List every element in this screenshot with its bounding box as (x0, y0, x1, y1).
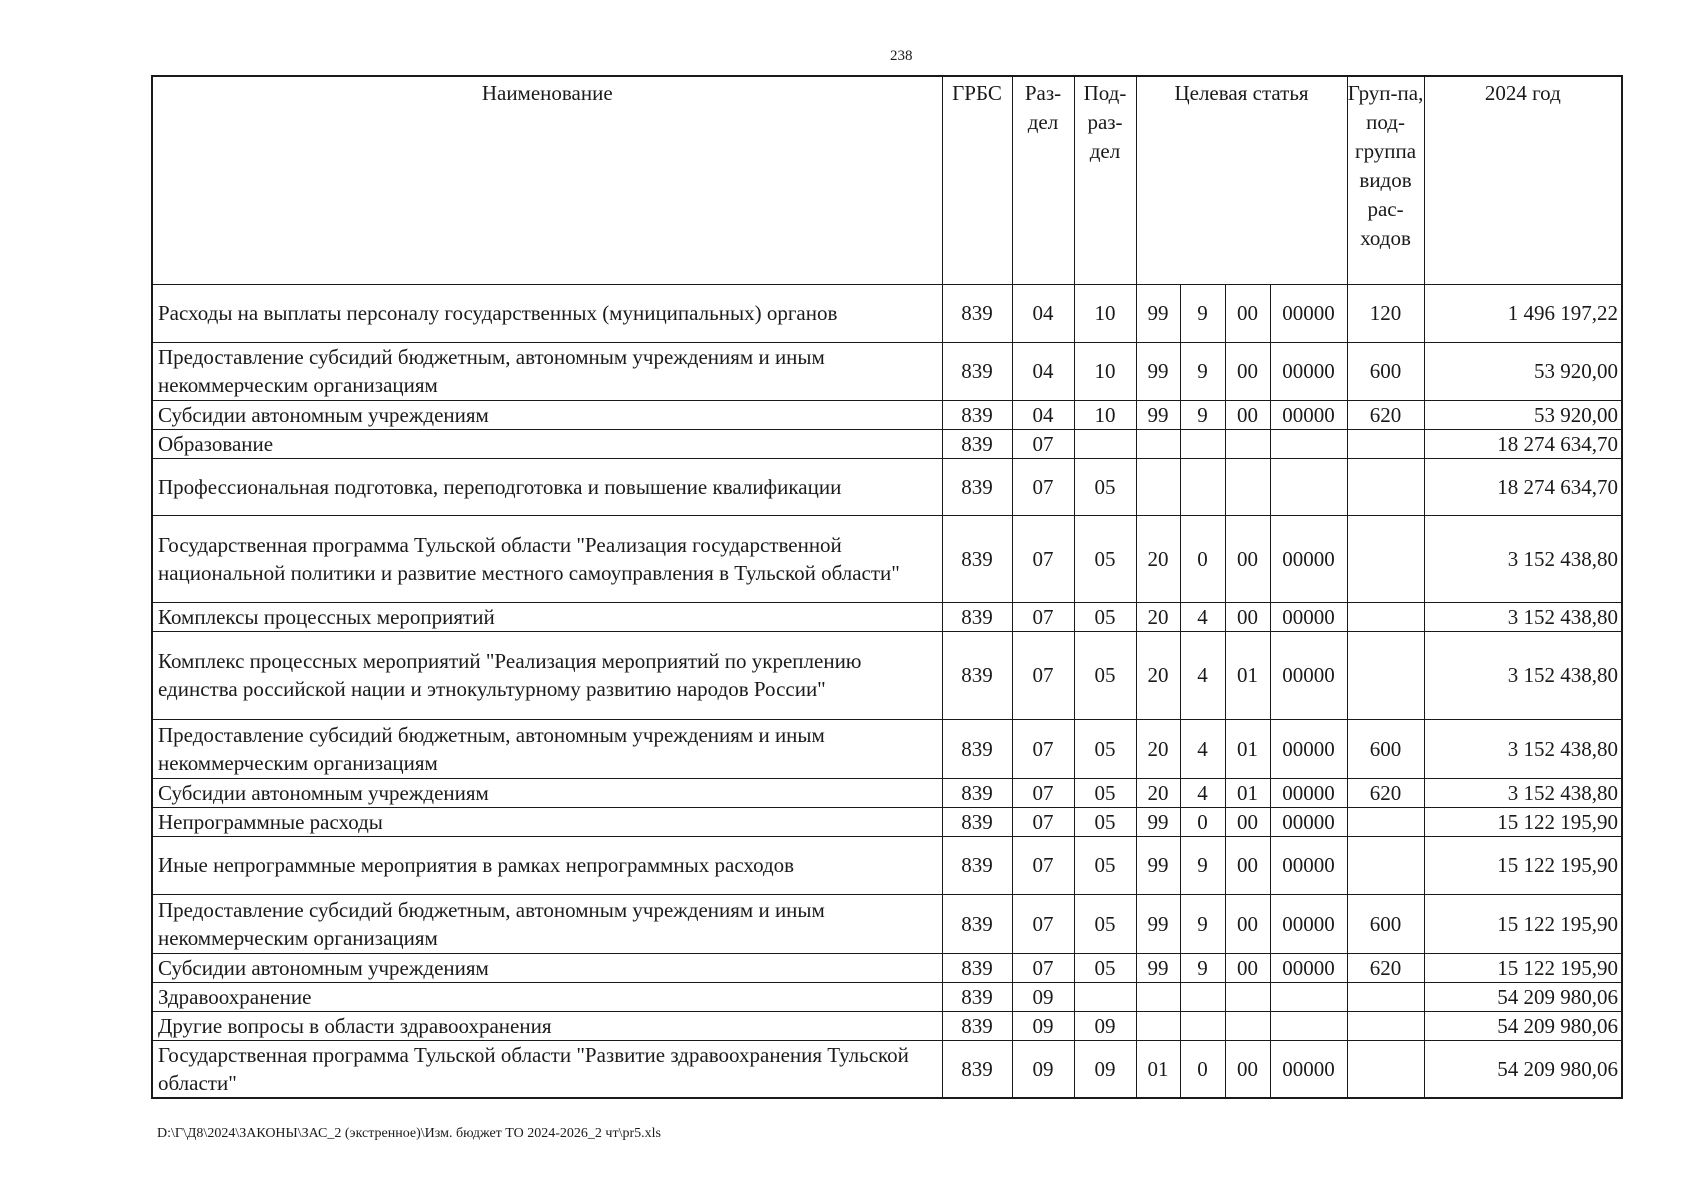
cell-name: Комплекс процессных мероприятий "Реализация мероприятий по укреплению единства российской нации и этнокультурному развитию народов России" (152, 631, 942, 719)
cell-tselevaya-complex: 00 (1225, 342, 1270, 400)
table-row (152, 953, 1622, 982)
cell-tselevaya-direction (1270, 429, 1347, 458)
cell-razdel: 09 (1012, 1011, 1074, 1040)
cell-tselevaya-direction: 00000 (1270, 953, 1347, 982)
cell-tselevaya-direction: 00000 (1270, 778, 1347, 807)
cell-amount-2024: 15 122 195,90 (1424, 894, 1622, 953)
cell-tselevaya-complex: 00 (1225, 515, 1270, 602)
cell-podrazdel (1074, 429, 1136, 458)
cell-tselevaya-direction: 00000 (1270, 631, 1347, 719)
cell-tselevaya-complex: 01 (1225, 778, 1270, 807)
cell-razdel: 07 (1012, 458, 1074, 515)
cell-grbs: 839 (942, 429, 1012, 458)
table-row (152, 602, 1622, 631)
cell-razdel: 04 (1012, 284, 1074, 342)
table-row (152, 982, 1622, 1011)
cell-tselevaya-direction: 00000 (1270, 1040, 1347, 1098)
table-row (152, 719, 1622, 778)
cell-vid-rashodov (1347, 1040, 1424, 1098)
cell-tselevaya-complex (1225, 458, 1270, 515)
cell-podrazdel: 10 (1074, 400, 1136, 429)
cell-tselevaya-direction: 00000 (1270, 836, 1347, 894)
table-row (152, 836, 1622, 894)
table-body (152, 284, 1622, 1098)
cell-name: Комплексы процессных мероприятий (152, 602, 942, 631)
cell-amount-2024: 18 274 634,70 (1424, 429, 1622, 458)
cell-tselevaya-subprogram: 4 (1180, 719, 1225, 778)
cell-vid-rashodov (1347, 836, 1424, 894)
cell-tselevaya-subprogram: 4 (1180, 778, 1225, 807)
cell-tselevaya-program: 99 (1136, 894, 1180, 953)
cell-grbs: 839 (942, 836, 1012, 894)
cell-tselevaya-complex: 00 (1225, 807, 1270, 836)
cell-tselevaya-complex (1225, 429, 1270, 458)
table-row (152, 400, 1622, 429)
cell-amount-2024: 3 152 438,80 (1424, 719, 1622, 778)
cell-grbs: 839 (942, 953, 1012, 982)
cell-vid-rashodov: 600 (1347, 894, 1424, 953)
cell-razdel: 09 (1012, 982, 1074, 1011)
cell-podrazdel: 05 (1074, 631, 1136, 719)
cell-podrazdel: 05 (1074, 719, 1136, 778)
cell-podrazdel: 05 (1074, 778, 1136, 807)
cell-name: Субсидии автономным учреждениям (152, 778, 942, 807)
cell-amount-2024: 54 209 980,06 (1424, 1040, 1622, 1098)
table-row (152, 429, 1622, 458)
cell-grbs: 839 (942, 1040, 1012, 1098)
header-tselevaya-statya: Целевая статья (1136, 76, 1347, 284)
cell-tselevaya-direction (1270, 1011, 1347, 1040)
cell-razdel: 07 (1012, 778, 1074, 807)
table-row (152, 1040, 1622, 1098)
cell-grbs: 839 (942, 458, 1012, 515)
cell-tselevaya-direction: 00000 (1270, 807, 1347, 836)
cell-tselevaya-subprogram (1180, 1011, 1225, 1040)
cell-podrazdel: 10 (1074, 342, 1136, 400)
file-path-footer: D:\Г\Д8\2024\ЗАКОНЫ\ЗАС_2 (экстренное)\Изм. бюджет ТО 2024-2026_2 чт\pr5.xls (157, 1126, 661, 1141)
cell-grbs: 839 (942, 602, 1012, 631)
cell-vid-rashodov: 620 (1347, 400, 1424, 429)
cell-grbs: 839 (942, 894, 1012, 953)
cell-tselevaya-subprogram: 9 (1180, 836, 1225, 894)
cell-tselevaya-direction: 00000 (1270, 894, 1347, 953)
cell-tselevaya-subprogram: 9 (1180, 953, 1225, 982)
cell-tselevaya-complex: 00 (1225, 894, 1270, 953)
cell-tselevaya-subprogram: 9 (1180, 342, 1225, 400)
cell-vid-rashodov: 120 (1347, 284, 1424, 342)
cell-tselevaya-subprogram (1180, 982, 1225, 1011)
cell-razdel: 07 (1012, 515, 1074, 602)
cell-tselevaya-subprogram: 0 (1180, 807, 1225, 836)
cell-name: Государственная программа Тульской области "Развитие здравоохранения Тульской области" (152, 1040, 942, 1098)
cell-tselevaya-complex: 00 (1225, 602, 1270, 631)
cell-vid-rashodov (1347, 429, 1424, 458)
cell-tselevaya-direction: 00000 (1270, 400, 1347, 429)
cell-razdel: 04 (1012, 400, 1074, 429)
cell-tselevaya-subprogram (1180, 458, 1225, 515)
cell-grbs: 839 (942, 719, 1012, 778)
cell-grbs: 839 (942, 807, 1012, 836)
cell-grbs: 839 (942, 778, 1012, 807)
page-number: 238 (890, 48, 913, 64)
cell-tselevaya-complex: 00 (1225, 1040, 1270, 1098)
cell-tselevaya-complex (1225, 1011, 1270, 1040)
cell-tselevaya-complex: 00 (1225, 953, 1270, 982)
cell-tselevaya-complex (1225, 982, 1270, 1011)
cell-amount-2024: 3 152 438,80 (1424, 778, 1622, 807)
table-row (152, 1011, 1622, 1040)
header-year: 2024 год (1424, 76, 1622, 284)
header-name: Наименование (152, 76, 942, 284)
budget-table (151, 75, 1623, 1099)
cell-grbs: 839 (942, 982, 1012, 1011)
cell-razdel: 07 (1012, 719, 1074, 778)
cell-tselevaya-program: 99 (1136, 342, 1180, 400)
cell-amount-2024: 15 122 195,90 (1424, 807, 1622, 836)
cell-tselevaya-program: 99 (1136, 953, 1180, 982)
cell-tselevaya-program (1136, 1011, 1180, 1040)
cell-tselevaya-program: 20 (1136, 515, 1180, 602)
table-row (152, 515, 1622, 602)
cell-vid-rashodov: 600 (1347, 342, 1424, 400)
cell-tselevaya-subprogram (1180, 429, 1225, 458)
cell-podrazdel: 05 (1074, 602, 1136, 631)
cell-tselevaya-program (1136, 982, 1180, 1011)
cell-name: Другие вопросы в области здравоохранения (152, 1011, 942, 1040)
cell-amount-2024: 53 920,00 (1424, 342, 1622, 400)
cell-razdel: 07 (1012, 429, 1074, 458)
cell-name: Государственная программа Тульской области "Реализация государственной национальной политики и развитие местного самоуправления в Тульской области" (152, 515, 942, 602)
header-gruppa-vidov-rashodov: Груп-па, под-группа видов рас-ходов (1347, 76, 1424, 284)
cell-razdel: 04 (1012, 342, 1074, 400)
cell-razdel: 07 (1012, 631, 1074, 719)
header-grbs: ГРБС (942, 76, 1012, 284)
header-razdel: Раз-дел (1012, 76, 1074, 284)
cell-razdel: 07 (1012, 953, 1074, 982)
table-row (152, 778, 1622, 807)
cell-tselevaya-direction: 00000 (1270, 515, 1347, 602)
cell-amount-2024: 1 496 197,22 (1424, 284, 1622, 342)
cell-grbs: 839 (942, 515, 1012, 602)
cell-podrazdel: 05 (1074, 807, 1136, 836)
cell-tselevaya-program: 99 (1136, 400, 1180, 429)
cell-grbs: 839 (942, 284, 1012, 342)
cell-tselevaya-complex: 00 (1225, 836, 1270, 894)
cell-tselevaya-subprogram: 9 (1180, 284, 1225, 342)
cell-vid-rashodov (1347, 1011, 1424, 1040)
cell-name: Профессиональная подготовка, переподготовка и повышение квалификации (152, 458, 942, 515)
cell-name: Субсидии автономным учреждениям (152, 953, 942, 982)
cell-tselevaya-program: 99 (1136, 284, 1180, 342)
cell-podrazdel: 10 (1074, 284, 1136, 342)
cell-tselevaya-subprogram: 0 (1180, 515, 1225, 602)
cell-razdel: 07 (1012, 836, 1074, 894)
cell-amount-2024: 15 122 195,90 (1424, 953, 1622, 982)
cell-name: Образование (152, 429, 942, 458)
cell-grbs: 839 (942, 400, 1012, 429)
cell-amount-2024: 3 152 438,80 (1424, 602, 1622, 631)
cell-podrazdel: 05 (1074, 458, 1136, 515)
cell-name: Здравоохранение (152, 982, 942, 1011)
cell-razdel: 09 (1012, 1040, 1074, 1098)
table-row (152, 894, 1622, 953)
cell-tselevaya-subprogram: 4 (1180, 602, 1225, 631)
table-row (152, 631, 1622, 719)
cell-tselevaya-program (1136, 458, 1180, 515)
cell-tselevaya-direction: 00000 (1270, 719, 1347, 778)
cell-tselevaya-program: 01 (1136, 1040, 1180, 1098)
cell-tselevaya-direction (1270, 458, 1347, 515)
table-row (152, 458, 1622, 515)
cell-name: Непрограммные расходы (152, 807, 942, 836)
cell-name: Предоставление субсидий бюджетным, автономным учреждениям и иным некоммерческим организациям (152, 342, 942, 400)
cell-tselevaya-subprogram: 4 (1180, 631, 1225, 719)
cell-name: Предоставление субсидий бюджетным, автономным учреждениям и иным некоммерческим организациям (152, 719, 942, 778)
cell-razdel: 07 (1012, 894, 1074, 953)
cell-vid-rashodov (1347, 807, 1424, 836)
cell-tselevaya-direction: 00000 (1270, 342, 1347, 400)
cell-razdel: 07 (1012, 602, 1074, 631)
cell-amount-2024: 3 152 438,80 (1424, 631, 1622, 719)
cell-tselevaya-program: 99 (1136, 807, 1180, 836)
cell-vid-rashodov (1347, 602, 1424, 631)
cell-vid-rashodov (1347, 631, 1424, 719)
cell-vid-rashodov (1347, 515, 1424, 602)
cell-tselevaya-program: 20 (1136, 602, 1180, 631)
cell-podrazdel (1074, 982, 1136, 1011)
cell-name: Иные непрограммные мероприятия в рамках непрограммных расходов (152, 836, 942, 894)
cell-grbs: 839 (942, 342, 1012, 400)
table-row (152, 807, 1622, 836)
cell-tselevaya-direction: 00000 (1270, 284, 1347, 342)
cell-amount-2024: 53 920,00 (1424, 400, 1622, 429)
cell-amount-2024: 15 122 195,90 (1424, 836, 1622, 894)
cell-razdel: 07 (1012, 807, 1074, 836)
cell-tselevaya-direction: 00000 (1270, 602, 1347, 631)
cell-tselevaya-program (1136, 429, 1180, 458)
cell-tselevaya-complex: 00 (1225, 400, 1270, 429)
cell-name: Расходы на выплаты персоналу государственных (муниципальных) органов (152, 284, 942, 342)
cell-vid-rashodov: 620 (1347, 953, 1424, 982)
cell-tselevaya-program: 20 (1136, 631, 1180, 719)
cell-vid-rashodov (1347, 458, 1424, 515)
cell-amount-2024: 54 209 980,06 (1424, 982, 1622, 1011)
cell-tselevaya-direction (1270, 982, 1347, 1011)
cell-tselevaya-subprogram: 0 (1180, 1040, 1225, 1098)
cell-vid-rashodov: 620 (1347, 778, 1424, 807)
table-row (152, 284, 1622, 342)
cell-podrazdel: 05 (1074, 894, 1136, 953)
header-podrazdel: Под-раз-дел (1074, 76, 1136, 284)
cell-podrazdel: 09 (1074, 1011, 1136, 1040)
cell-grbs: 839 (942, 1011, 1012, 1040)
cell-vid-rashodov: 600 (1347, 719, 1424, 778)
cell-podrazdel: 05 (1074, 515, 1136, 602)
cell-amount-2024: 18 274 634,70 (1424, 458, 1622, 515)
cell-tselevaya-complex: 01 (1225, 631, 1270, 719)
cell-tselevaya-complex: 00 (1225, 284, 1270, 342)
cell-name: Субсидии автономным учреждениям (152, 400, 942, 429)
table-row (152, 342, 1622, 400)
cell-tselevaya-subprogram: 9 (1180, 400, 1225, 429)
header-row (152, 76, 1622, 284)
cell-podrazdel: 09 (1074, 1040, 1136, 1098)
cell-grbs: 839 (942, 631, 1012, 719)
cell-tselevaya-complex: 01 (1225, 719, 1270, 778)
cell-vid-rashodov (1347, 982, 1424, 1011)
cell-tselevaya-program: 99 (1136, 836, 1180, 894)
cell-podrazdel: 05 (1074, 953, 1136, 982)
cell-tselevaya-program: 20 (1136, 719, 1180, 778)
cell-tselevaya-subprogram: 9 (1180, 894, 1225, 953)
cell-amount-2024: 3 152 438,80 (1424, 515, 1622, 602)
cell-name: Предоставление субсидий бюджетным, автономным учреждениям и иным некоммерческим организациям (152, 894, 942, 953)
cell-tselevaya-program: 20 (1136, 778, 1180, 807)
cell-amount-2024: 54 209 980,06 (1424, 1011, 1622, 1040)
cell-podrazdel: 05 (1074, 836, 1136, 894)
